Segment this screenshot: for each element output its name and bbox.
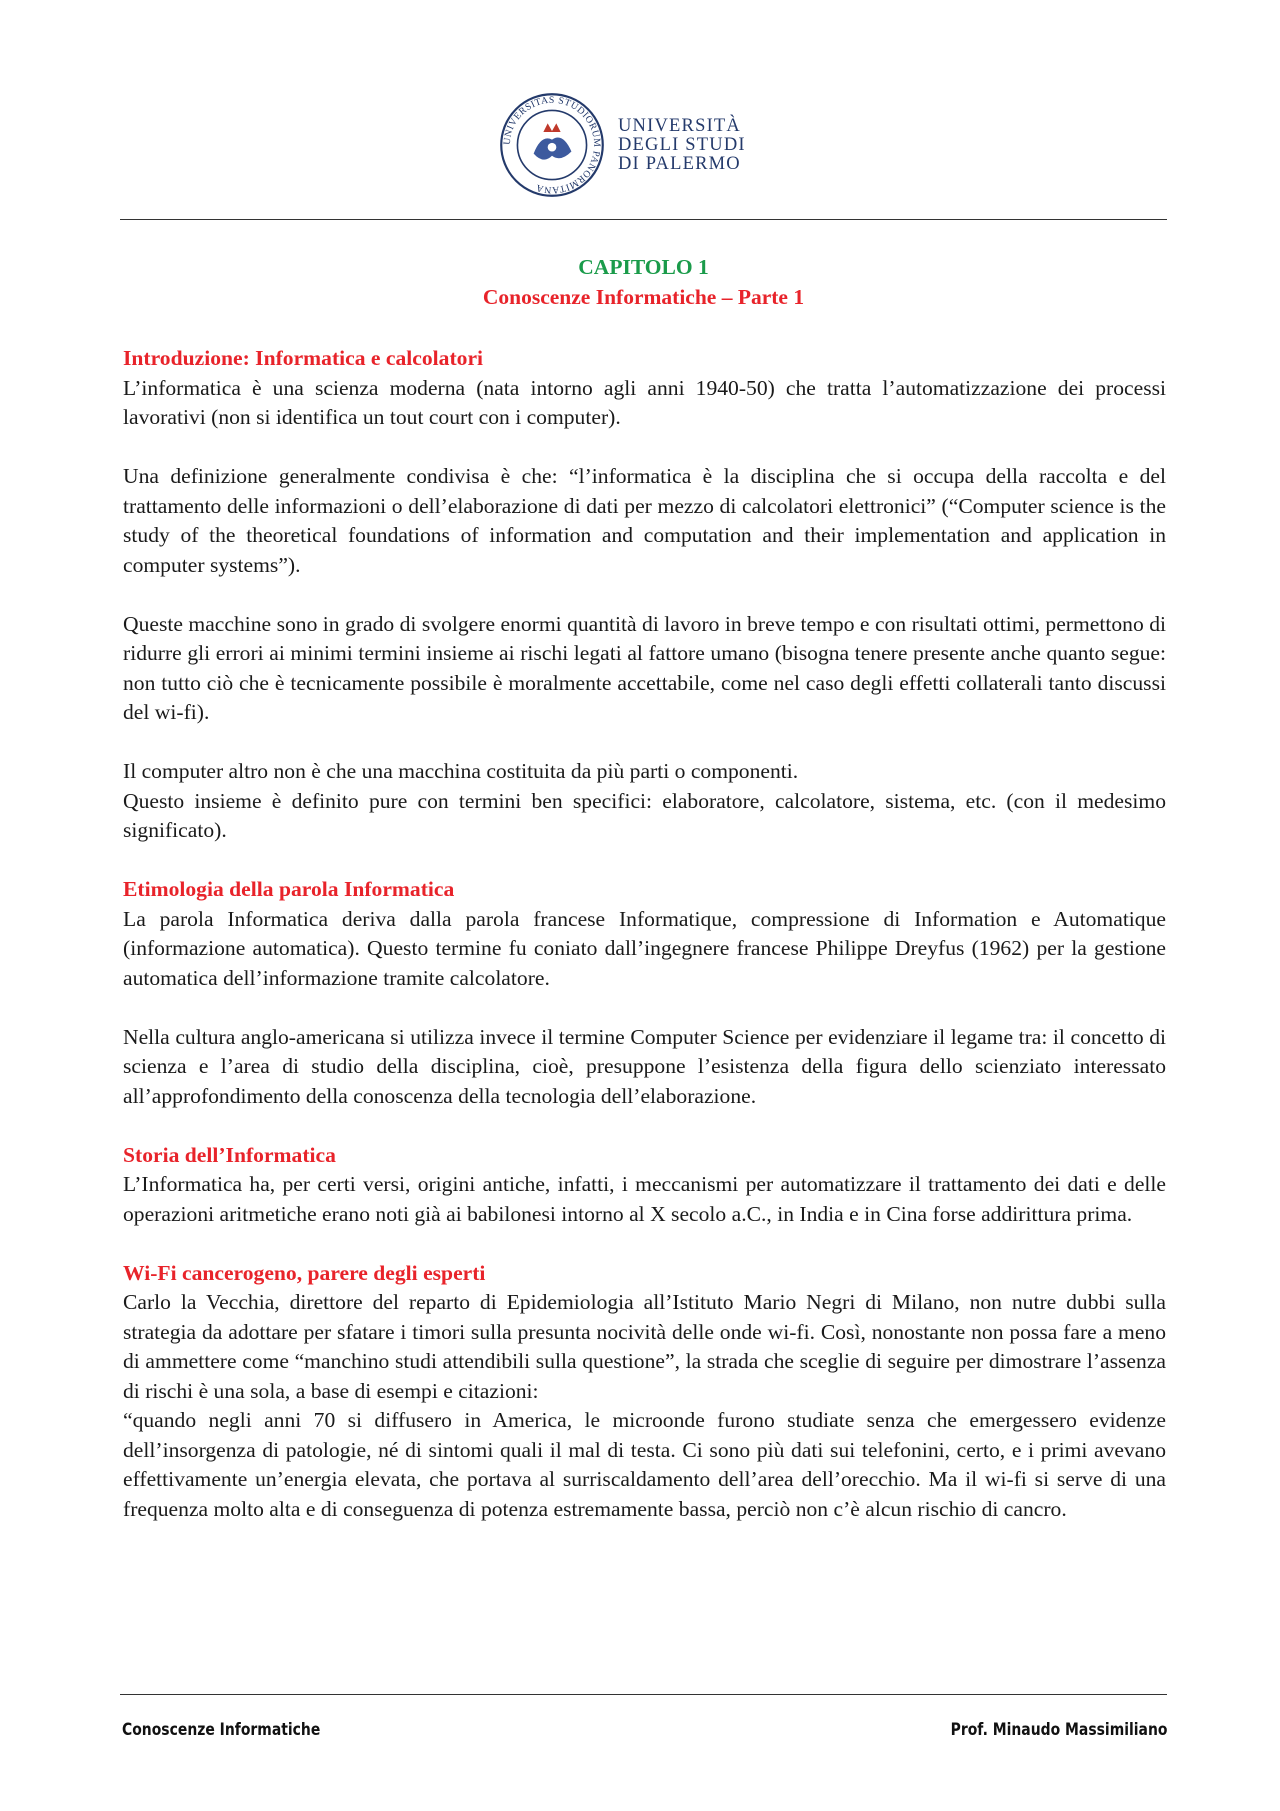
svg-text:UNIVERSITAS STUDIORUM PANORMIT: UNIVERSITAS STUDIORUM PANORMITANA (501, 94, 603, 196)
footer-divider (120, 1694, 1167, 1695)
chapter-subtitle: Conoscenze Informatiche – Parte 1 (482, 285, 805, 309)
footer-course-title: Conoscenze Informatiche (122, 1720, 321, 1740)
chapter-number: CAPITOLO 1 (578, 255, 709, 279)
document-body (123, 344, 1166, 1524)
paragraph: Queste macchine sono in grado di svolgere enormi quantità di lavoro in breve tempo e con risultati ottimi, permettono di ridurre gli errori ai minimi termini insieme ai rischi legati al fattore umano (bisogna tenere presente anche quanto segue: non tutto ciò che è tecnicamente possibile è moralmente accettabile, come nel caso degli effetti collaterali tanto discussi del wi-fi). (123, 611, 1166, 724)
section-heading-introduzione: Introduzione: Informatica e calcolatori (123, 346, 484, 370)
paragraph: Una definizione generalmente condivisa è che: “l’informatica è la disciplina che si occupa della raccolta e del trattamento delle informazioni o dell’elaborazione di dati per mezzo di calcolatori elettronici” (“Computer science is the study of the theoretical foundations of information and computation and their implementation and application in computer systems”). (123, 464, 1166, 577)
paragraph: La parola Informatica deriva dalla parola francese Informatique, compressione di Information e Automatique (informazione automatica). Questo termine fu coniato dall’ingegnere francese Philippe Dreyfus (1962) per la gestione automatica dell’informazione tramite calcolatore. (123, 906, 1166, 990)
paragraph: Il computer altro non è che una macchina costituita da più parti o componenti. (123, 759, 799, 783)
paragraph: L’Informatica ha, per certi versi, origini antiche, infatti, i meccanismi per automatizzare il trattamento dei dati e delle operazioni aritmetiche erano noti già ai babilonesi intorno al X secolo a.C., in India e in Cina forse addirittura prima. (123, 1172, 1166, 1226)
logo-line-2: DEGLI STUDI (618, 134, 746, 155)
paragraph: Carlo la Vecchia, direttore del reparto di Epidemiologia all’Istituto Mario Negri di Milano, non nutre dubbi sulla strategia da adottare per sfatare i timori sulla presunta nocività delle onde wi-fi. Così, nonostante non possa fare a meno di ammettere come “manchino studi attendibili sulla questione”, la strada che sceglie di seguire per dimostrare l’assenza di rischi è una sola, a base di esempi e citazioni: (123, 1290, 1166, 1403)
logo-line-1: UNIVERSITÀ (618, 115, 741, 136)
paragraph: Questo insieme è definito pure con termini ben specifici: elaboratore, calcolatore, sistema, etc. (con il medesimo significato). (123, 788, 1166, 842)
logo-line-3: DI PALERMO (618, 153, 741, 174)
paragraph: Nella cultura anglo-americana si utilizza invece il termine Computer Science per evidenziare il legame tra: il concetto di scienza e l’area di studio della disciplina, cioè, presuppone l’esistenza della figura dello scienziato interessato all’approfondimento della conoscenza della tecnologia dell’elaborazione. (123, 1024, 1166, 1108)
footer-author: Prof. Minaudo Massimiliano (950, 1720, 1167, 1740)
paragraph: L’informatica è una scienza moderna (nata intorno agli anni 1940-50) che tratta l’automatizzazione dei processi lavorativi (non si identifica un tout court con i computer). (123, 375, 1166, 429)
section-heading-etimologia: Etimologia della parola Informatica (123, 877, 455, 901)
paragraph: “quando negli anni 70 si diffusero in America, le microonde furono studiate senza che emergessero evidenze dell’insorgenza di patologie, né di sintomi quali il mal di testa. Ci sono più dati sui telefonini, certo, e i primi avevano effettivamente un’energia elevata, che portava al surriscaldamento dell’area dell’orecchio. Ma il wi-fi si serve di una frequenza molto alta e di conseguenza di potenza estremamente bassa, perciò non c’è alcun rischio di cancro. (123, 1408, 1166, 1521)
university-name (618, 117, 746, 174)
university-seal-icon (498, 91, 606, 199)
section-heading-wifi: Wi-Fi cancerogeno, parere degli esperti (123, 1260, 486, 1285)
header-divider (120, 219, 1167, 220)
section-heading-storia: Storia dell’Informatica (123, 1142, 336, 1167)
university-logo (498, 78, 790, 212)
